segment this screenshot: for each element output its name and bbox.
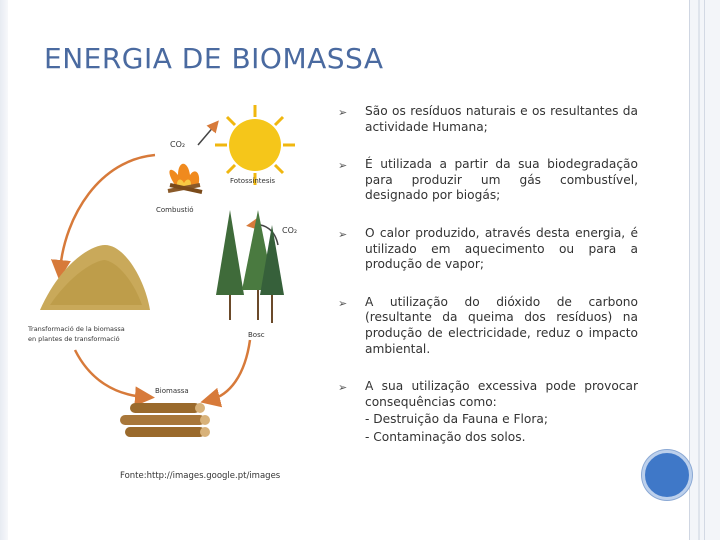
co2-label: CO₂	[170, 140, 186, 149]
cycle-arrow	[198, 125, 215, 145]
bullet-item	[338, 295, 638, 357]
bullet-text: É utilizada a partir da sua biodegradação para produzir um gás combustível, designado por biogás;	[365, 157, 638, 203]
log-pile-icon	[120, 403, 210, 437]
blue-circle-icon	[642, 450, 692, 500]
forest-label: Bosc	[248, 331, 265, 339]
source-caption: Fonte:http://images.google.pt/images	[120, 471, 281, 481]
transformation-label: Transformació de la biomassa	[28, 325, 125, 333]
border-line	[698, 0, 700, 540]
sub-bullet-text: - Contaminação dos solos.	[365, 429, 526, 444]
biomass-heap-icon	[40, 245, 150, 310]
fire-icon	[168, 164, 202, 192]
sub-bullet-text: - Destruição da Fauna e Flora;	[365, 412, 548, 427]
bullet-item	[338, 379, 638, 445]
cycle-arrow	[75, 350, 145, 397]
bullet-item	[338, 104, 638, 135]
arrow-bullet-icon: ➢	[338, 227, 348, 241]
bullet-item	[338, 226, 638, 273]
arrow-bullet-icon: ➢	[338, 381, 348, 395]
slide-left-border	[0, 0, 8, 540]
co2-label: CO₂	[282, 226, 298, 235]
bullet-item	[338, 157, 638, 204]
bullet-list	[338, 104, 638, 446]
bullet-text: A utilização do dióxido de carbono (resultante da queima dos resíduos) na produção de electricidade, reduz o impacto ambiental.	[365, 294, 638, 356]
forest-icon	[216, 210, 284, 323]
combustion-label: Combustió	[156, 206, 194, 214]
biomass-cycle-diagram	[20, 95, 320, 490]
photosynthesis-label: Fotossíntesis	[230, 177, 276, 185]
arrow-bullet-icon: ➢	[338, 296, 348, 310]
slide-right-border	[689, 0, 720, 540]
sun-icon	[215, 105, 295, 185]
cycle-arrow	[210, 340, 250, 400]
bullet-text: A sua utilização excessiva pode provocar consequências como:	[365, 379, 638, 409]
biomass-label: Biomassa	[155, 387, 189, 395]
bullet-text: O calor produzido, através desta energia, é utilizado em aquecimento ou para a produção de vapor;	[365, 225, 638, 272]
arrow-bullet-icon: ➢	[338, 159, 348, 173]
bullet-text: São os resíduos naturais e os resultantes da actividade Humana;	[365, 104, 638, 134]
border-line	[704, 0, 705, 540]
slide-title: ENERGIA DE BIOMASSA	[44, 42, 384, 75]
arrow-bullet-icon: ➢	[338, 106, 348, 119]
transformation-label: en plantes de transformació	[28, 335, 120, 343]
